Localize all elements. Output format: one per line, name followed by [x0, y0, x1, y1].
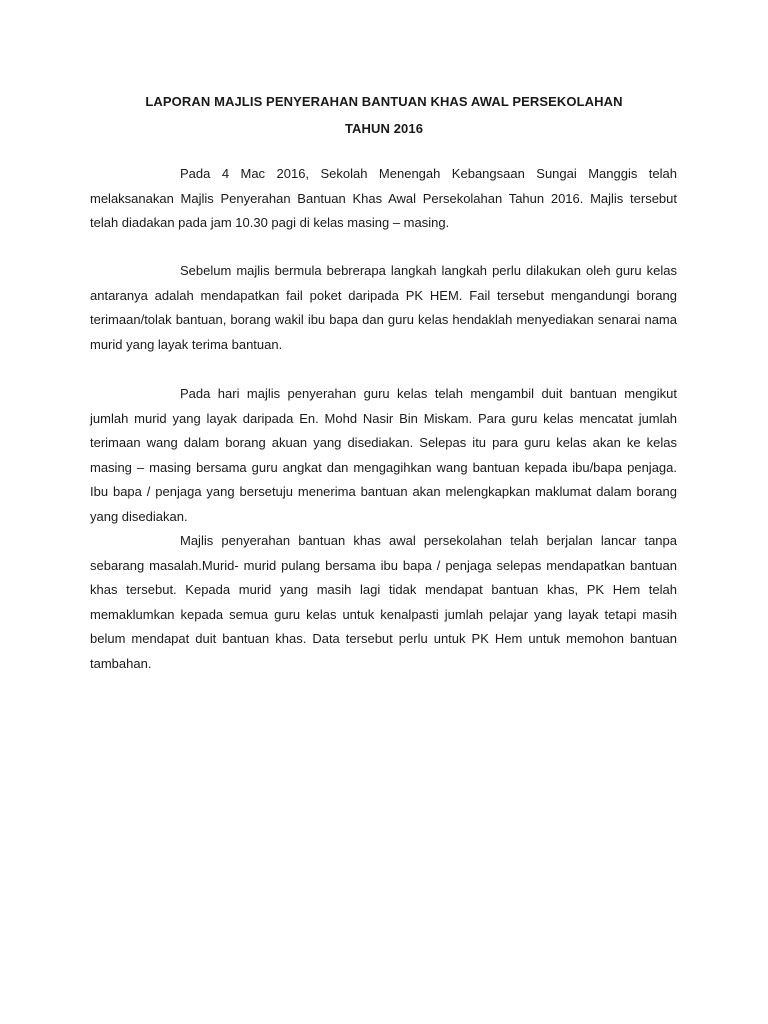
paragraph-3: Pada hari majlis penyerahan guru kelas telah mengambil duit bantuan mengikut jumlah murid yang layak daripada En. Mohd Nasir Bin Miskam. Para guru kelas mencatat jumlah terimaan wang dalam borang akuan yang disediakan. Selepas itu para guru kelas akan ke kelas masing – masing bersama guru angkat dan mengagihkan wang bantuan kepada ibu/bapa penjaga. Ibu bapa / penjaga yang bersetuju menerima bantuan akan melengkapkan maklumat dalam borang yang disediakan. — [90, 386, 677, 524]
report-year: TAHUN 2016 — [344, 121, 424, 136]
paragraph-1: Pada 4 Mac 2016, Sekolah Menengah Kebangsaan Sungai Manggis telah melaksanakan Majlis Penyerahan Bantuan Khas Awal Persekolahan Tahun 2016. Majlis tersebut telah diadakan pada jam 10.30 pagi di kelas masing – masing. — [90, 166, 677, 230]
paragraph-2: Sebelum majlis bermula bebrerapa langkah langkah perlu dilakukan oleh guru kelas antaranya adalah mendapatkan fail poket daripada PK HEM. Fail tersebut mengandungi borang terimaan/tolak bantuan, borang wakil ibu bapa dan guru kelas hendaklah menyediakan senarai nama murid yang layak terima bantuan. — [90, 263, 677, 352]
report-title: LAPORAN MAJLIS PENYERAHAN BANTUAN KHAS AWAL PERSEKOLAHAN — [145, 94, 623, 109]
paragraph-4: Majlis penyerahan bantuan khas awal persekolahan telah berjalan lancar tanpa sebarang masalah.Murid- murid pulang bersama ibu bapa / penjaga selepas mendapatkan bantuan khas tersebut. Kepada murid yang masih lagi tidak mendapat bantuan khas, PK Hem telah memaklumkan kepada semua guru kelas untuk kenalpasti jumlah pelajar yang layak tetapi masih belum mendapat duit bantuan khas. Data tersebut perlu untuk PK Hem untuk memohon bantuan tambahan. — [90, 533, 677, 671]
